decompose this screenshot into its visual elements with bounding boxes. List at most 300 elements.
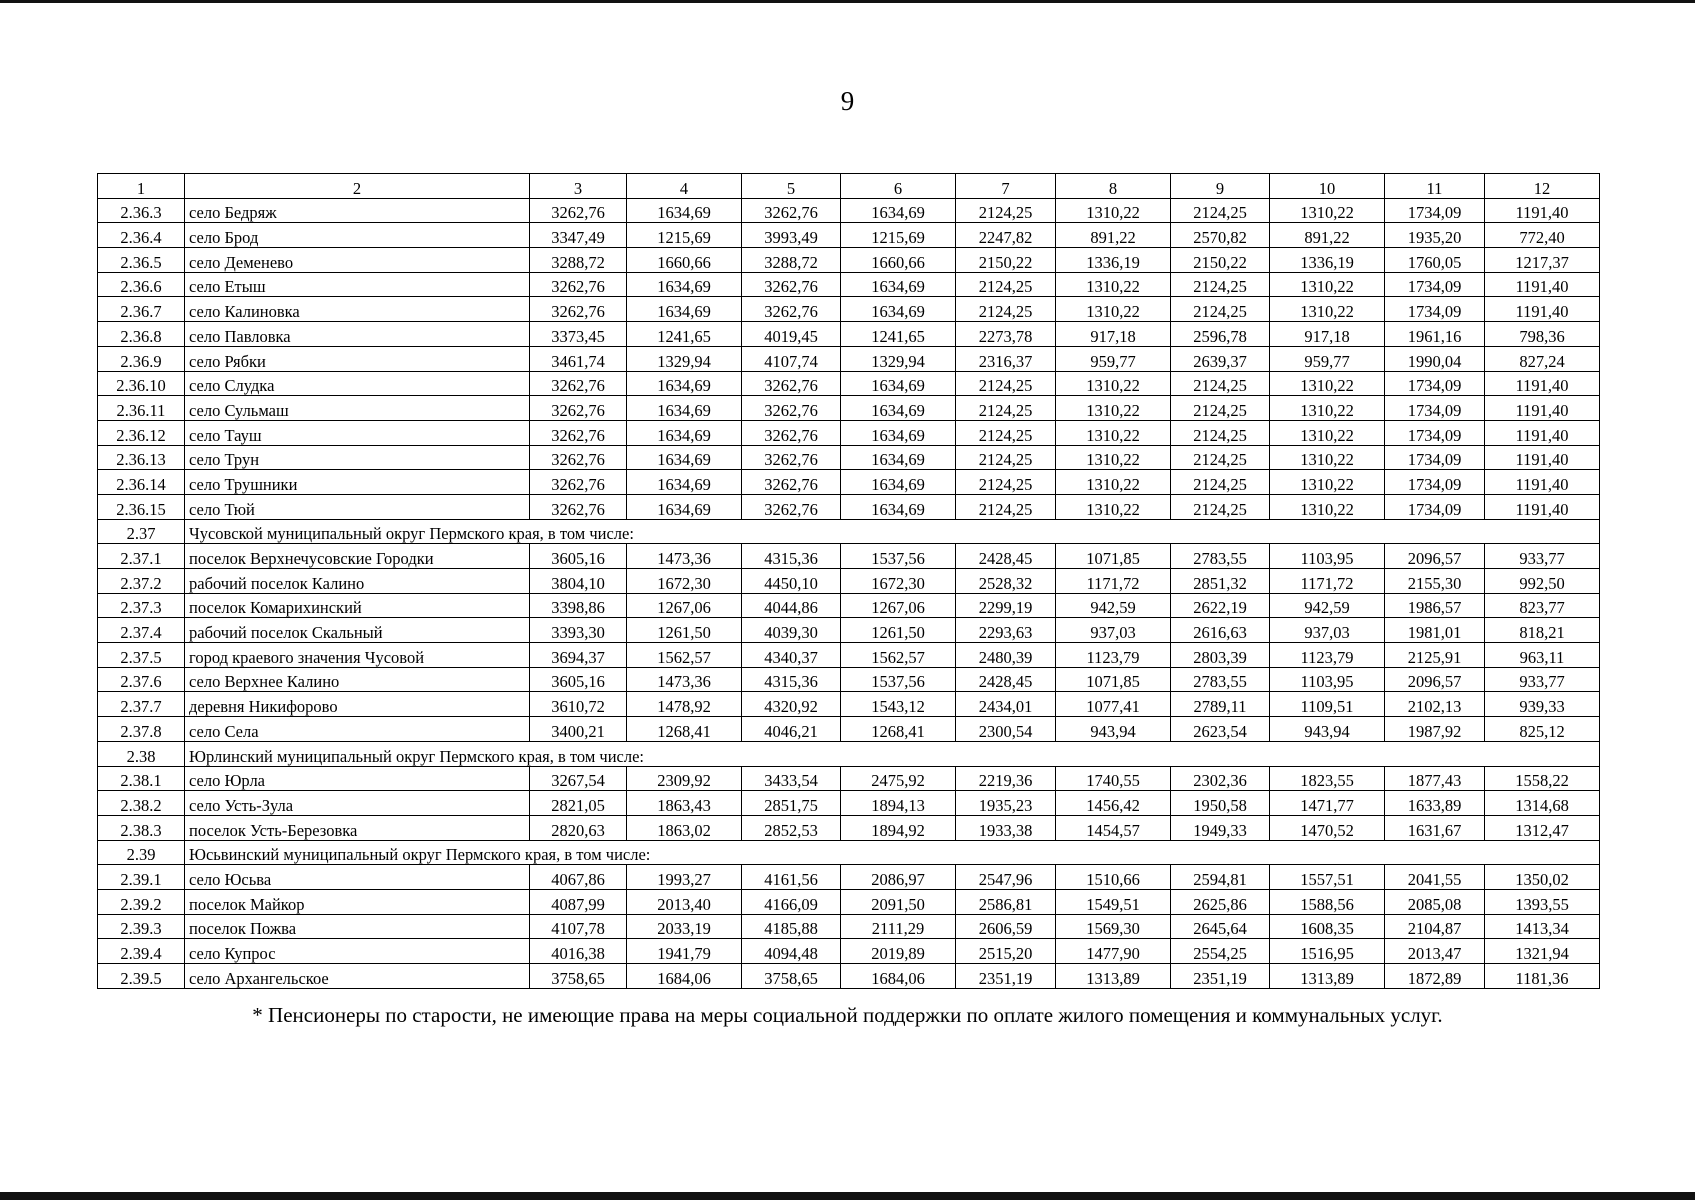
table-row bbox=[98, 346, 1600, 371]
value-cell: 1863,43 bbox=[627, 791, 742, 816]
value-cell: 2013,47 bbox=[1385, 939, 1485, 964]
value-cell: 4315,36 bbox=[742, 667, 841, 692]
row-code: 2.36.8 bbox=[98, 322, 185, 347]
value-cell: 3262,76 bbox=[530, 371, 627, 396]
value-cell: 4044,86 bbox=[742, 593, 841, 618]
table-row bbox=[98, 791, 1600, 816]
value-cell: 1123,79 bbox=[1270, 643, 1385, 668]
row-code: 2.36.9 bbox=[98, 346, 185, 371]
settlement-name: город краевого значения Чусовой bbox=[185, 643, 530, 668]
value-cell: 1071,85 bbox=[1056, 544, 1171, 569]
value-cell: 1634,69 bbox=[841, 420, 956, 445]
value-cell: 1478,92 bbox=[627, 692, 742, 717]
value-cell: 3267,54 bbox=[530, 766, 627, 791]
column-header: 5 bbox=[742, 174, 841, 199]
value-cell: 3804,10 bbox=[530, 569, 627, 594]
value-cell: 3262,76 bbox=[742, 371, 841, 396]
column-header: 3 bbox=[530, 174, 627, 199]
value-cell: 1634,69 bbox=[841, 494, 956, 519]
row-code: 2.37 bbox=[98, 519, 185, 544]
value-cell: 4039,30 bbox=[742, 618, 841, 643]
value-cell: 1634,69 bbox=[841, 470, 956, 495]
value-cell: 1191,40 bbox=[1485, 371, 1600, 396]
value-cell: 1672,30 bbox=[841, 569, 956, 594]
row-code: 2.38.3 bbox=[98, 815, 185, 840]
column-header: 8 bbox=[1056, 174, 1171, 199]
value-cell: 2434,01 bbox=[956, 692, 1056, 717]
value-cell: 2124,25 bbox=[956, 420, 1056, 445]
row-code: 2.39.5 bbox=[98, 964, 185, 989]
value-cell: 3461,74 bbox=[530, 346, 627, 371]
value-cell: 2351,19 bbox=[1171, 964, 1270, 989]
value-cell: 3262,76 bbox=[530, 445, 627, 470]
table-row bbox=[98, 470, 1600, 495]
value-cell: 942,59 bbox=[1270, 593, 1385, 618]
page-number: 9 bbox=[840, 86, 855, 116]
settlement-name: село Архангельское bbox=[185, 964, 530, 989]
value-cell: 3262,76 bbox=[742, 420, 841, 445]
value-cell: 1987,92 bbox=[1385, 717, 1485, 742]
value-cell: 1894,92 bbox=[841, 815, 956, 840]
settlement-name: село Села bbox=[185, 717, 530, 742]
settlement-name: село Купрос bbox=[185, 939, 530, 964]
value-cell: 4087,99 bbox=[530, 889, 627, 914]
group-row bbox=[98, 519, 1600, 544]
row-code: 2.37.8 bbox=[98, 717, 185, 742]
value-cell: 1634,69 bbox=[841, 198, 956, 223]
value-cell: 1109,51 bbox=[1270, 692, 1385, 717]
value-cell: 1241,65 bbox=[841, 322, 956, 347]
value-cell: 1734,09 bbox=[1385, 272, 1485, 297]
value-cell: 1171,72 bbox=[1056, 569, 1171, 594]
settlement-name: село Бедряж bbox=[185, 198, 530, 223]
value-cell: 1171,72 bbox=[1270, 569, 1385, 594]
value-cell: 1823,55 bbox=[1270, 766, 1385, 791]
value-cell: 1631,67 bbox=[1385, 815, 1485, 840]
value-cell: 1103,95 bbox=[1270, 667, 1385, 692]
settlement-name: рабочий поселок Калино bbox=[185, 569, 530, 594]
value-cell: 1329,94 bbox=[841, 346, 956, 371]
value-cell: 2594,81 bbox=[1171, 865, 1270, 890]
row-code: 2.36.4 bbox=[98, 223, 185, 248]
value-cell: 2851,32 bbox=[1171, 569, 1270, 594]
value-cell: 2302,36 bbox=[1171, 766, 1270, 791]
value-cell: 3262,76 bbox=[530, 420, 627, 445]
value-cell: 2606,59 bbox=[956, 914, 1056, 939]
value-cell: 4094,48 bbox=[742, 939, 841, 964]
value-cell: 1473,36 bbox=[627, 667, 742, 692]
value-cell: 1310,22 bbox=[1056, 371, 1171, 396]
value-cell: 1310,22 bbox=[1270, 198, 1385, 223]
value-cell: 798,36 bbox=[1485, 322, 1600, 347]
value-cell: 823,77 bbox=[1485, 593, 1600, 618]
table-row bbox=[98, 667, 1600, 692]
table-row bbox=[98, 766, 1600, 791]
table-row bbox=[98, 914, 1600, 939]
table-row bbox=[98, 544, 1600, 569]
column-header: 12 bbox=[1485, 174, 1600, 199]
value-cell: 1950,58 bbox=[1171, 791, 1270, 816]
value-cell: 937,03 bbox=[1270, 618, 1385, 643]
value-cell: 2623,54 bbox=[1171, 717, 1270, 742]
value-cell: 1660,66 bbox=[627, 248, 742, 273]
value-cell: 1569,30 bbox=[1056, 914, 1171, 939]
value-cell: 2104,87 bbox=[1385, 914, 1485, 939]
value-cell: 1634,69 bbox=[627, 494, 742, 519]
value-cell: 827,24 bbox=[1485, 346, 1600, 371]
settlement-name: поселок Пожва bbox=[185, 914, 530, 939]
value-cell: 3347,49 bbox=[530, 223, 627, 248]
column-header: 2 bbox=[185, 174, 530, 199]
value-cell: 963,11 bbox=[1485, 643, 1600, 668]
row-code: 2.37.4 bbox=[98, 618, 185, 643]
value-cell: 825,12 bbox=[1485, 717, 1600, 742]
value-cell: 1261,50 bbox=[627, 618, 742, 643]
value-cell: 3262,76 bbox=[530, 470, 627, 495]
value-cell: 1310,22 bbox=[1270, 494, 1385, 519]
table-row bbox=[98, 643, 1600, 668]
value-cell: 2820,63 bbox=[530, 815, 627, 840]
settlement-name: село Етыш bbox=[185, 272, 530, 297]
value-cell: 2273,78 bbox=[956, 322, 1056, 347]
value-cell: 3262,76 bbox=[742, 272, 841, 297]
value-cell: 2528,32 bbox=[956, 569, 1056, 594]
scan-edge-top bbox=[0, 0, 1695, 3]
value-cell: 1740,55 bbox=[1056, 766, 1171, 791]
value-cell: 4107,74 bbox=[742, 346, 841, 371]
value-cell: 1261,50 bbox=[841, 618, 956, 643]
value-cell: 1336,19 bbox=[1270, 248, 1385, 273]
value-cell: 1557,51 bbox=[1270, 865, 1385, 890]
value-cell: 3262,76 bbox=[742, 470, 841, 495]
value-cell: 1935,20 bbox=[1385, 223, 1485, 248]
value-cell: 2019,89 bbox=[841, 939, 956, 964]
value-cell: 1634,69 bbox=[627, 371, 742, 396]
group-title: Юрлинский муниципальный округ Пермского края, в том числе: bbox=[185, 741, 1600, 766]
table-row bbox=[98, 198, 1600, 223]
column-header: 9 bbox=[1171, 174, 1270, 199]
value-cell: 1941,79 bbox=[627, 939, 742, 964]
settlement-name: село Трун bbox=[185, 445, 530, 470]
value-cell: 1634,69 bbox=[627, 198, 742, 223]
value-cell: 1734,09 bbox=[1385, 445, 1485, 470]
column-header: 10 bbox=[1270, 174, 1385, 199]
scan-edge-bottom bbox=[0, 1192, 1695, 1200]
table-row bbox=[98, 322, 1600, 347]
table-row bbox=[98, 396, 1600, 421]
column-header: 1 bbox=[98, 174, 185, 199]
value-cell: 2102,13 bbox=[1385, 692, 1485, 717]
settlement-name: село Калиновка bbox=[185, 297, 530, 322]
value-cell: 3262,76 bbox=[742, 396, 841, 421]
value-cell: 2293,63 bbox=[956, 618, 1056, 643]
value-cell: 1562,57 bbox=[841, 643, 956, 668]
value-cell: 2852,53 bbox=[742, 815, 841, 840]
value-cell: 2616,63 bbox=[1171, 618, 1270, 643]
value-cell: 1312,47 bbox=[1485, 815, 1600, 840]
value-cell: 2124,25 bbox=[956, 371, 1056, 396]
value-cell: 2300,54 bbox=[956, 717, 1056, 742]
value-cell: 2480,39 bbox=[956, 643, 1056, 668]
value-cell: 917,18 bbox=[1270, 322, 1385, 347]
value-cell: 2124,25 bbox=[1171, 470, 1270, 495]
value-cell: 1215,69 bbox=[627, 223, 742, 248]
value-cell: 3262,76 bbox=[742, 198, 841, 223]
table-body bbox=[98, 174, 1600, 989]
group-title: Юсьвинский муниципальный округ Пермского края, в том числе: bbox=[185, 840, 1600, 865]
table-row bbox=[98, 569, 1600, 594]
settlement-name: село Слудка bbox=[185, 371, 530, 396]
footnote: * Пенсионеры по старости, не имеющие права на меры социальной поддержки по оплате жилого помещения и коммунальных услуг. bbox=[252, 1003, 1443, 1027]
value-cell: 2091,50 bbox=[841, 889, 956, 914]
value-cell: 1310,22 bbox=[1056, 494, 1171, 519]
value-cell: 1350,02 bbox=[1485, 865, 1600, 890]
value-cell: 2124,25 bbox=[956, 445, 1056, 470]
value-cell: 2639,37 bbox=[1171, 346, 1270, 371]
value-cell: 1588,56 bbox=[1270, 889, 1385, 914]
value-cell: 1268,41 bbox=[841, 717, 956, 742]
value-cell: 1894,13 bbox=[841, 791, 956, 816]
value-cell: 4107,78 bbox=[530, 914, 627, 939]
value-cell: 1734,09 bbox=[1385, 198, 1485, 223]
value-cell: 1470,52 bbox=[1270, 815, 1385, 840]
value-cell: 1191,40 bbox=[1485, 470, 1600, 495]
value-cell: 2124,25 bbox=[956, 494, 1056, 519]
value-cell: 2124,25 bbox=[1171, 396, 1270, 421]
value-cell: 1191,40 bbox=[1485, 396, 1600, 421]
row-code: 2.36.11 bbox=[98, 396, 185, 421]
value-cell: 4019,45 bbox=[742, 322, 841, 347]
group-row bbox=[98, 741, 1600, 766]
value-cell: 2789,11 bbox=[1171, 692, 1270, 717]
table-row bbox=[98, 717, 1600, 742]
value-cell: 1634,69 bbox=[841, 297, 956, 322]
value-cell: 1310,22 bbox=[1270, 420, 1385, 445]
value-cell: 4166,09 bbox=[742, 889, 841, 914]
value-cell: 933,77 bbox=[1485, 544, 1600, 569]
value-cell: 1191,40 bbox=[1485, 420, 1600, 445]
value-cell: 2622,19 bbox=[1171, 593, 1270, 618]
value-cell: 1321,94 bbox=[1485, 939, 1600, 964]
settlement-name: село Трушники bbox=[185, 470, 530, 495]
value-cell: 1310,22 bbox=[1270, 371, 1385, 396]
row-code: 2.39.4 bbox=[98, 939, 185, 964]
settlement-name: поселок Комарихинский bbox=[185, 593, 530, 618]
value-cell: 1310,22 bbox=[1056, 272, 1171, 297]
value-cell: 959,77 bbox=[1270, 346, 1385, 371]
settlement-name: село Юрла bbox=[185, 766, 530, 791]
value-cell: 1558,22 bbox=[1485, 766, 1600, 791]
value-cell: 2586,81 bbox=[956, 889, 1056, 914]
value-cell: 1961,16 bbox=[1385, 322, 1485, 347]
value-cell: 1634,69 bbox=[627, 396, 742, 421]
row-code: 2.36.15 bbox=[98, 494, 185, 519]
row-code: 2.38.1 bbox=[98, 766, 185, 791]
value-cell: 1634,69 bbox=[627, 445, 742, 470]
value-cell: 1123,79 bbox=[1056, 643, 1171, 668]
value-cell: 1268,41 bbox=[627, 717, 742, 742]
value-cell: 1537,56 bbox=[841, 667, 956, 692]
row-code: 2.39.2 bbox=[98, 889, 185, 914]
value-cell: 1634,69 bbox=[627, 297, 742, 322]
value-cell: 1310,22 bbox=[1056, 420, 1171, 445]
value-cell: 2125,91 bbox=[1385, 643, 1485, 668]
value-cell: 1191,40 bbox=[1485, 297, 1600, 322]
value-cell: 1872,89 bbox=[1385, 964, 1485, 989]
value-cell: 1543,12 bbox=[841, 692, 956, 717]
value-cell: 1981,01 bbox=[1385, 618, 1485, 643]
settlement-name: поселок Усть-Березовка bbox=[185, 815, 530, 840]
value-cell: 3373,45 bbox=[530, 322, 627, 347]
value-cell: 4016,38 bbox=[530, 939, 627, 964]
tariff-table bbox=[97, 173, 1600, 989]
value-cell: 772,40 bbox=[1485, 223, 1600, 248]
table-row bbox=[98, 939, 1600, 964]
value-cell: 2475,92 bbox=[841, 766, 956, 791]
value-cell: 2124,25 bbox=[1171, 198, 1270, 223]
value-cell: 3393,30 bbox=[530, 618, 627, 643]
value-cell: 3758,65 bbox=[742, 964, 841, 989]
table-row bbox=[98, 692, 1600, 717]
value-cell: 3262,76 bbox=[530, 297, 627, 322]
value-cell: 2155,30 bbox=[1385, 569, 1485, 594]
value-cell: 1215,69 bbox=[841, 223, 956, 248]
row-code: 2.36.3 bbox=[98, 198, 185, 223]
value-cell: 2316,37 bbox=[956, 346, 1056, 371]
value-cell: 1456,42 bbox=[1056, 791, 1171, 816]
value-cell: 3262,76 bbox=[530, 272, 627, 297]
value-cell: 1684,06 bbox=[841, 964, 956, 989]
value-cell: 1313,89 bbox=[1056, 964, 1171, 989]
value-cell: 2596,78 bbox=[1171, 322, 1270, 347]
value-cell: 3433,54 bbox=[742, 766, 841, 791]
value-cell: 2096,57 bbox=[1385, 544, 1485, 569]
value-cell: 1634,69 bbox=[841, 445, 956, 470]
value-cell: 2309,92 bbox=[627, 766, 742, 791]
row-code: 2.37.2 bbox=[98, 569, 185, 594]
value-cell: 2124,25 bbox=[956, 272, 1056, 297]
value-cell: 1949,33 bbox=[1171, 815, 1270, 840]
value-cell: 3262,76 bbox=[742, 297, 841, 322]
value-cell: 2851,75 bbox=[742, 791, 841, 816]
value-cell: 1473,36 bbox=[627, 544, 742, 569]
value-cell: 1634,69 bbox=[841, 371, 956, 396]
value-cell: 4320,92 bbox=[742, 692, 841, 717]
row-code: 2.37.6 bbox=[98, 667, 185, 692]
value-cell: 1181,36 bbox=[1485, 964, 1600, 989]
value-cell: 2547,96 bbox=[956, 865, 1056, 890]
table-row bbox=[98, 889, 1600, 914]
value-cell: 2124,25 bbox=[956, 198, 1056, 223]
settlement-name: село Тауш bbox=[185, 420, 530, 445]
settlement-name: деревня Никифорово bbox=[185, 692, 530, 717]
value-cell: 2111,29 bbox=[841, 914, 956, 939]
column-header: 6 bbox=[841, 174, 956, 199]
value-cell: 2086,97 bbox=[841, 865, 956, 890]
value-cell: 4067,86 bbox=[530, 865, 627, 890]
value-cell: 1734,09 bbox=[1385, 494, 1485, 519]
value-cell: 1660,66 bbox=[841, 248, 956, 273]
value-cell: 2150,22 bbox=[1171, 248, 1270, 273]
row-code: 2.39 bbox=[98, 840, 185, 865]
row-code: 2.37.7 bbox=[98, 692, 185, 717]
settlement-name: село Деменево bbox=[185, 248, 530, 273]
value-cell: 1191,40 bbox=[1485, 494, 1600, 519]
row-code: 2.37.3 bbox=[98, 593, 185, 618]
row-code: 2.36.10 bbox=[98, 371, 185, 396]
value-cell: 2783,55 bbox=[1171, 667, 1270, 692]
value-cell: 1672,30 bbox=[627, 569, 742, 594]
row-code: 2.37.5 bbox=[98, 643, 185, 668]
value-cell: 2096,57 bbox=[1385, 667, 1485, 692]
settlement-name: поселок Верхнечусовские Городки bbox=[185, 544, 530, 569]
row-code: 2.36.13 bbox=[98, 445, 185, 470]
value-cell: 1933,38 bbox=[956, 815, 1056, 840]
settlement-name: село Тюй bbox=[185, 494, 530, 519]
row-code: 2.36.12 bbox=[98, 420, 185, 445]
value-cell: 1241,65 bbox=[627, 322, 742, 347]
row-code: 2.36.7 bbox=[98, 297, 185, 322]
value-cell: 1634,69 bbox=[627, 470, 742, 495]
value-cell: 1734,09 bbox=[1385, 371, 1485, 396]
value-cell: 959,77 bbox=[1056, 346, 1171, 371]
settlement-name: село Павловка bbox=[185, 322, 530, 347]
value-cell: 1310,22 bbox=[1056, 470, 1171, 495]
value-cell: 3288,72 bbox=[530, 248, 627, 273]
value-cell: 2124,25 bbox=[1171, 371, 1270, 396]
value-cell: 2124,25 bbox=[1171, 445, 1270, 470]
column-header: 11 bbox=[1385, 174, 1485, 199]
value-cell: 943,94 bbox=[1056, 717, 1171, 742]
column-header: 4 bbox=[627, 174, 742, 199]
value-cell: 933,77 bbox=[1485, 667, 1600, 692]
value-cell: 2124,25 bbox=[1171, 420, 1270, 445]
value-cell: 2299,19 bbox=[956, 593, 1056, 618]
header-row bbox=[98, 174, 1600, 199]
value-cell: 1314,68 bbox=[1485, 791, 1600, 816]
settlement-name: село Брод bbox=[185, 223, 530, 248]
settlement-name: село Верхнее Калино bbox=[185, 667, 530, 692]
value-cell: 1217,37 bbox=[1485, 248, 1600, 273]
value-cell: 1516,95 bbox=[1270, 939, 1385, 964]
value-cell: 2124,25 bbox=[956, 297, 1056, 322]
value-cell: 2428,45 bbox=[956, 544, 1056, 569]
value-cell: 2041,55 bbox=[1385, 865, 1485, 890]
value-cell: 1634,69 bbox=[841, 396, 956, 421]
value-cell: 1310,22 bbox=[1056, 198, 1171, 223]
value-cell: 891,22 bbox=[1056, 223, 1171, 248]
value-cell: 1310,22 bbox=[1056, 396, 1171, 421]
value-cell: 2783,55 bbox=[1171, 544, 1270, 569]
value-cell: 1510,66 bbox=[1056, 865, 1171, 890]
value-cell: 2554,25 bbox=[1171, 939, 1270, 964]
row-code: 2.36.14 bbox=[98, 470, 185, 495]
table-row bbox=[98, 371, 1600, 396]
value-cell: 1537,56 bbox=[841, 544, 956, 569]
value-cell: 2821,05 bbox=[530, 791, 627, 816]
row-code: 2.37.1 bbox=[98, 544, 185, 569]
value-cell: 2124,25 bbox=[1171, 494, 1270, 519]
value-cell: 1549,51 bbox=[1056, 889, 1171, 914]
value-cell: 1313,89 bbox=[1270, 964, 1385, 989]
settlement-name: село Юсьва bbox=[185, 865, 530, 890]
value-cell: 937,03 bbox=[1056, 618, 1171, 643]
value-cell: 1608,35 bbox=[1270, 914, 1385, 939]
row-code: 2.38.2 bbox=[98, 791, 185, 816]
value-cell: 2570,82 bbox=[1171, 223, 1270, 248]
group-row bbox=[98, 840, 1600, 865]
value-cell: 1562,57 bbox=[627, 643, 742, 668]
